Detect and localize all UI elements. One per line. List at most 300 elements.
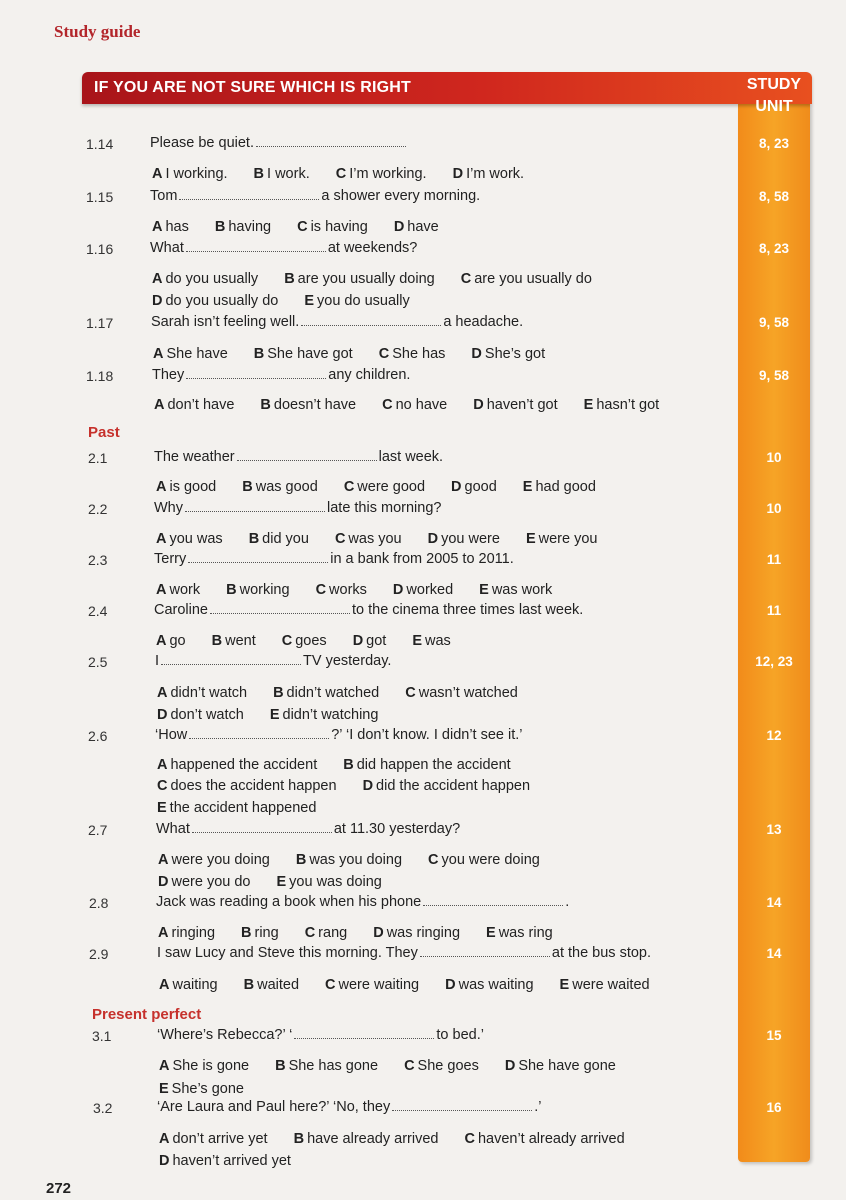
answer-option[interactable]: [244, 977, 299, 993]
question-text: [154, 551, 514, 567]
option-text: don’t arrive yet: [172, 1131, 268, 1147]
option-text: you was doing: [289, 874, 382, 890]
option-letter: C: [157, 778, 168, 794]
option-letter: A: [152, 271, 163, 287]
option-text: I’m working.: [349, 166, 427, 182]
answer-blank[interactable]: [423, 904, 563, 906]
question-text: [150, 135, 408, 151]
answer-option[interactable]: [486, 925, 553, 941]
option-letter: A: [159, 977, 170, 993]
answer-option[interactable]: [526, 531, 598, 547]
option-letter: D: [159, 1153, 170, 1169]
option-text: working: [239, 582, 290, 598]
answer-option[interactable]: [393, 582, 453, 598]
answer-option[interactable]: [335, 531, 402, 547]
option-letter: D: [504, 1058, 516, 1074]
option-text: was you: [348, 531, 402, 547]
option-row: [152, 219, 465, 235]
option-letter: D: [473, 397, 484, 413]
option-letter: D: [362, 778, 374, 794]
option-letter: B: [243, 977, 255, 993]
question-prompt: ‘How: [155, 727, 188, 743]
answer-option[interactable]: [405, 685, 518, 701]
option-letter: E: [525, 531, 536, 547]
header-title: IF YOU ARE NOT SURE WHICH IS RIGHT: [94, 79, 412, 96]
option-letter: D: [392, 582, 404, 598]
option-letter: E: [479, 582, 489, 598]
answer-option[interactable]: [156, 582, 200, 598]
option-letter: D: [152, 293, 163, 309]
question-continuation: ?’ ‘I don’t know. I didn’t see it.’: [331, 727, 523, 743]
answer-option[interactable]: [156, 531, 223, 547]
option-letter: A: [158, 852, 169, 868]
option-letter: E: [269, 707, 280, 723]
answer-option[interactable]: [159, 1131, 268, 1147]
option-letter: A: [156, 479, 167, 495]
answer-option[interactable]: [297, 219, 368, 235]
answer-option[interactable]: [212, 633, 256, 649]
option-text: I work.: [267, 166, 310, 182]
answer-option[interactable]: [428, 531, 500, 547]
option-letter: C: [304, 925, 316, 941]
option-row: [158, 925, 579, 941]
answer-option[interactable]: [154, 397, 234, 413]
option-text: She goes: [417, 1058, 479, 1074]
question-number: 2.4: [88, 603, 108, 619]
option-row: [154, 397, 685, 413]
option-text: waited: [257, 977, 300, 993]
answer-option[interactable]: [226, 582, 289, 598]
answer-option[interactable]: [273, 685, 379, 701]
option-row: [152, 166, 550, 182]
answer-option[interactable]: [344, 479, 425, 495]
option-text: was work: [491, 582, 553, 598]
option-text: haven’t arrived yet: [172, 1153, 291, 1169]
answer-option[interactable]: [158, 874, 250, 890]
option-letter: C: [460, 271, 472, 287]
option-letter: C: [405, 685, 416, 701]
answer-option[interactable]: [254, 166, 310, 182]
option-text: has: [165, 219, 189, 235]
answer-option[interactable]: [479, 582, 552, 598]
answer-blank[interactable]: [294, 1037, 434, 1039]
option-letter: D: [393, 219, 405, 235]
question-number: 2.7: [88, 822, 108, 838]
option-row: [159, 1153, 317, 1169]
question-prompt: Why: [154, 500, 183, 516]
question-continuation: at the bus stop.: [551, 945, 652, 961]
option-letter: E: [559, 977, 570, 993]
option-letter: C: [281, 633, 293, 649]
answer-option[interactable]: [152, 166, 228, 182]
answer-option[interactable]: [153, 346, 228, 362]
question-text: [157, 945, 651, 961]
answer-option[interactable]: [343, 757, 510, 773]
question-continuation: at 11.30 yesterday?: [333, 821, 461, 837]
answer-blank[interactable]: [179, 198, 319, 200]
option-letter: D: [158, 874, 169, 890]
question-text: [154, 500, 441, 516]
answer-option[interactable]: [158, 925, 215, 941]
option-letter: B: [293, 1131, 305, 1147]
answer-option[interactable]: [157, 800, 316, 816]
option-text: go: [169, 633, 186, 649]
option-row: [156, 531, 623, 547]
option-row: [152, 293, 436, 309]
option-letter: C: [428, 852, 439, 868]
answer-blank[interactable]: [420, 955, 550, 957]
question-prompt: They: [152, 367, 185, 383]
study-unit-reference: 10: [766, 450, 782, 465]
option-text: don’t watch: [170, 707, 244, 723]
study-unit-reference: 16: [766, 1100, 782, 1115]
option-text: didn’t watch: [170, 685, 248, 701]
option-text: got: [366, 633, 387, 649]
option-row: [157, 757, 537, 773]
option-text: having: [228, 219, 272, 235]
question-continuation: TV yesterday.: [303, 653, 392, 669]
option-text: no have: [395, 397, 448, 413]
answer-option[interactable]: [316, 582, 367, 598]
answer-option[interactable]: [584, 397, 660, 413]
option-text: wasn’t watched: [418, 685, 518, 701]
option-letter: A: [153, 346, 164, 362]
question-number: 1.15: [86, 189, 114, 205]
answer-option[interactable]: [156, 633, 186, 649]
option-text: you was: [169, 531, 223, 547]
answer-blank[interactable]: [185, 510, 325, 512]
question-text: [155, 727, 523, 743]
option-letter: D: [373, 925, 384, 941]
option-letter: E: [159, 1081, 169, 1097]
option-text: have: [407, 219, 439, 235]
answer-option[interactable]: [296, 852, 402, 868]
option-row: [156, 582, 578, 598]
answer-blank[interactable]: [189, 737, 329, 739]
study-unit-reference: 12, 23: [755, 654, 793, 669]
answer-option[interactable]: [249, 531, 309, 547]
answer-option[interactable]: [159, 977, 218, 993]
question-number: 3.2: [93, 1100, 113, 1116]
answer-option[interactable]: [157, 685, 247, 701]
option-text: She’s got: [484, 346, 546, 362]
option-letter: D: [157, 707, 168, 723]
option-text: was ring: [498, 925, 553, 941]
question-prompt: The weather: [154, 449, 235, 465]
answer-option[interactable]: [363, 778, 530, 794]
option-letter: C: [343, 479, 355, 495]
option-text: don’t have: [167, 397, 235, 413]
question-number: 2.1: [88, 450, 108, 466]
question-number: 1.17: [86, 315, 114, 331]
option-letter: E: [412, 633, 423, 649]
question-text: [154, 602, 583, 618]
option-row: [159, 1131, 651, 1147]
question-continuation: a headache.: [443, 314, 524, 330]
answer-option[interactable]: [353, 633, 387, 649]
question-text: [152, 367, 410, 383]
answer-blank[interactable]: [392, 1109, 532, 1111]
option-letter: B: [253, 166, 265, 182]
question-continuation: .’: [534, 1099, 542, 1115]
answer-option[interactable]: [275, 1058, 378, 1074]
answer-blank[interactable]: [237, 459, 377, 461]
option-text: hasn’t got: [596, 397, 660, 413]
question-continuation: to bed.’: [436, 1027, 484, 1043]
answer-option[interactable]: [394, 219, 439, 235]
option-text: She’s gone: [171, 1081, 244, 1097]
question-continuation: last week.: [378, 449, 444, 465]
option-text: I working.: [165, 166, 228, 182]
option-letter: E: [157, 800, 167, 816]
option-letter: C: [335, 166, 347, 182]
option-letter: D: [445, 977, 456, 993]
answer-option[interactable]: [159, 1058, 249, 1074]
option-text: works: [329, 582, 367, 598]
option-text: ringing: [171, 925, 216, 941]
answer-option[interactable]: [382, 397, 447, 413]
answer-option[interactable]: [158, 852, 270, 868]
option-letter: E: [276, 874, 287, 890]
question-prompt: What: [150, 240, 184, 256]
answer-option[interactable]: [304, 293, 409, 309]
study-label: STUDY: [746, 76, 802, 93]
option-text: happened the accident: [170, 757, 318, 773]
option-letter: E: [486, 925, 496, 941]
option-text: goes: [295, 633, 327, 649]
option-text: were you doing: [171, 852, 270, 868]
answer-option[interactable]: [242, 479, 318, 495]
answer-option[interactable]: [294, 1131, 439, 1147]
option-text: was good: [255, 479, 318, 495]
option-text: was waiting: [458, 977, 534, 993]
option-text: ring: [254, 925, 279, 941]
option-text: were you: [538, 531, 598, 547]
option-letter: A: [157, 685, 168, 701]
answer-option[interactable]: [473, 397, 557, 413]
answer-option[interactable]: [453, 166, 524, 182]
option-letter: B: [253, 346, 265, 362]
question-number: 2.3: [88, 552, 108, 568]
question-continuation: any children.: [328, 367, 411, 383]
question-prompt: What: [156, 821, 190, 837]
option-text: I’m work.: [466, 166, 525, 182]
option-text: She have gone: [518, 1058, 616, 1074]
option-letter: A: [157, 757, 168, 773]
question-text: [150, 188, 480, 204]
study-unit-reference: 8, 23: [758, 136, 790, 151]
option-letter: B: [275, 1058, 286, 1074]
answer-option[interactable]: [428, 852, 540, 868]
option-text: you were doing: [441, 852, 540, 868]
option-letter: C: [334, 531, 346, 547]
answer-option[interactable]: [560, 977, 650, 993]
option-letter: D: [452, 166, 464, 182]
option-letter: B: [260, 397, 271, 413]
question-prompt: Jack was reading a book when his phone: [156, 894, 422, 910]
answer-blank[interactable]: [256, 145, 406, 147]
option-letter: B: [343, 757, 354, 773]
answer-option[interactable]: [152, 219, 189, 235]
option-text: waiting: [172, 977, 218, 993]
option-text: the accident happened: [169, 800, 317, 816]
option-letter: A: [152, 219, 163, 235]
option-letter: B: [226, 582, 237, 598]
question-text: [156, 821, 460, 837]
option-row: [157, 685, 544, 701]
answer-option[interactable]: [254, 346, 353, 362]
answer-option[interactable]: [305, 925, 348, 941]
answer-option[interactable]: [156, 479, 216, 495]
option-text: had good: [535, 479, 596, 495]
question-prompt: Please be quiet.: [150, 135, 254, 151]
answer-option[interactable]: [373, 925, 460, 941]
option-text: do you usually do: [165, 293, 279, 309]
option-text: She have: [166, 346, 228, 362]
option-text: did the accident happen: [376, 778, 531, 794]
option-text: are you usually do: [474, 271, 592, 287]
question-prompt: ‘Where’s Rebecca?’ ‘: [157, 1027, 293, 1043]
option-letter: E: [304, 293, 315, 309]
question-continuation: in a bank from 2005 to 2011.: [330, 551, 514, 567]
answer-option[interactable]: [505, 1058, 616, 1074]
option-text: haven’t got: [486, 397, 558, 413]
option-text: was you doing: [309, 852, 403, 868]
question-prompt: ‘Are Laura and Paul here?’ ‘No, they: [157, 1099, 391, 1115]
answer-option[interactable]: [157, 778, 337, 794]
answer-option[interactable]: [412, 633, 450, 649]
option-text: were waited: [572, 977, 650, 993]
answer-blank[interactable]: [210, 612, 350, 614]
option-letter: E: [583, 397, 594, 413]
answer-option[interactable]: [404, 1058, 479, 1074]
question-prompt: I saw Lucy and Steve this morning. They: [157, 945, 418, 961]
option-letter: A: [159, 1058, 170, 1074]
option-row: [156, 479, 622, 495]
question-continuation: to the cinema three times last week.: [352, 602, 584, 618]
option-text: haven’t already arrived: [477, 1131, 625, 1147]
answer-option[interactable]: [157, 707, 244, 723]
option-letter: B: [295, 852, 307, 868]
question-prompt: Terry: [154, 551, 187, 567]
answer-option[interactable]: [152, 293, 278, 309]
answer-blank[interactable]: [301, 324, 441, 326]
answer-option[interactable]: [451, 479, 497, 495]
unit-label: UNIT: [755, 98, 793, 115]
study-unit-reference: 13: [766, 822, 782, 837]
answer-option[interactable]: [325, 977, 419, 993]
question-text: [155, 653, 391, 669]
answer-blank[interactable]: [188, 561, 328, 563]
answer-option[interactable]: [270, 707, 379, 723]
option-text: She has: [392, 346, 446, 362]
question-text: [157, 1099, 541, 1115]
option-text: does the accident happen: [170, 778, 337, 794]
question-continuation: at weekends?: [327, 240, 418, 256]
option-row: [159, 977, 676, 993]
option-letter: B: [273, 685, 284, 701]
answer-option[interactable]: [157, 757, 317, 773]
question-text: [157, 1027, 484, 1043]
answer-option[interactable]: [276, 874, 381, 890]
option-letter: D: [451, 479, 462, 495]
option-text: were waiting: [338, 977, 420, 993]
answer-option[interactable]: [215, 219, 271, 235]
question-number: 2.9: [89, 946, 109, 962]
section-title-past: Past: [88, 424, 120, 441]
option-text: work: [169, 582, 201, 598]
option-letter: A: [159, 1131, 170, 1147]
answer-option[interactable]: [159, 1153, 291, 1169]
option-text: you do usually: [317, 293, 410, 309]
option-text: is having: [310, 219, 368, 235]
option-text: She is gone: [172, 1058, 250, 1074]
option-text: good: [464, 479, 497, 495]
option-text: were good: [357, 479, 426, 495]
question-text: [150, 240, 417, 256]
answer-option[interactable]: [464, 1131, 624, 1147]
option-letter: A: [156, 633, 167, 649]
option-letter: A: [156, 531, 167, 547]
study-unit-reference: 14: [766, 946, 782, 961]
option-letter: B: [284, 271, 295, 287]
option-letter: A: [152, 166, 163, 182]
answer-option[interactable]: [241, 925, 279, 941]
answer-option[interactable]: [159, 1081, 244, 1097]
option-row: [153, 346, 571, 362]
answer-option[interactable]: [260, 397, 356, 413]
answer-option[interactable]: [471, 346, 545, 362]
answer-option[interactable]: [523, 479, 596, 495]
answer-option[interactable]: [445, 977, 533, 993]
answer-option[interactable]: [461, 271, 592, 287]
answer-blank[interactable]: [186, 377, 326, 379]
question-number: 2.2: [88, 501, 108, 517]
option-text: is good: [169, 479, 217, 495]
answer-option[interactable]: [284, 271, 435, 287]
answer-option[interactable]: [379, 346, 446, 362]
option-letter: D: [427, 531, 439, 547]
answer-blank[interactable]: [186, 250, 326, 252]
question-text: [151, 314, 523, 330]
option-letter: A: [156, 582, 167, 598]
option-row: [157, 707, 404, 723]
answer-option[interactable]: [282, 633, 327, 649]
option-letter: E: [522, 479, 533, 495]
answer-option[interactable]: [336, 166, 427, 182]
option-letter: B: [242, 479, 253, 495]
option-text: was: [425, 633, 451, 649]
question-number: 2.5: [88, 654, 108, 670]
page-label: Study guide: [54, 22, 141, 41]
section-header-bar: [82, 72, 812, 104]
answer-blank[interactable]: [192, 831, 332, 833]
option-text: didn’t watching: [282, 707, 379, 723]
study-unit-reference: 9, 58: [758, 315, 790, 330]
question-continuation: .: [565, 894, 570, 910]
answer-option[interactable]: [152, 271, 258, 287]
answer-blank[interactable]: [161, 663, 301, 665]
option-letter: C: [382, 397, 393, 413]
option-text: are you usually doing: [297, 271, 435, 287]
question-continuation: late this morning?: [327, 500, 442, 516]
option-letter: D: [352, 633, 364, 649]
option-row: [159, 1058, 642, 1074]
option-row: [157, 800, 342, 816]
question-prompt: Sarah isn’t feeling well.: [151, 314, 300, 330]
question-number: 2.8: [89, 895, 109, 911]
option-text: went: [225, 633, 256, 649]
